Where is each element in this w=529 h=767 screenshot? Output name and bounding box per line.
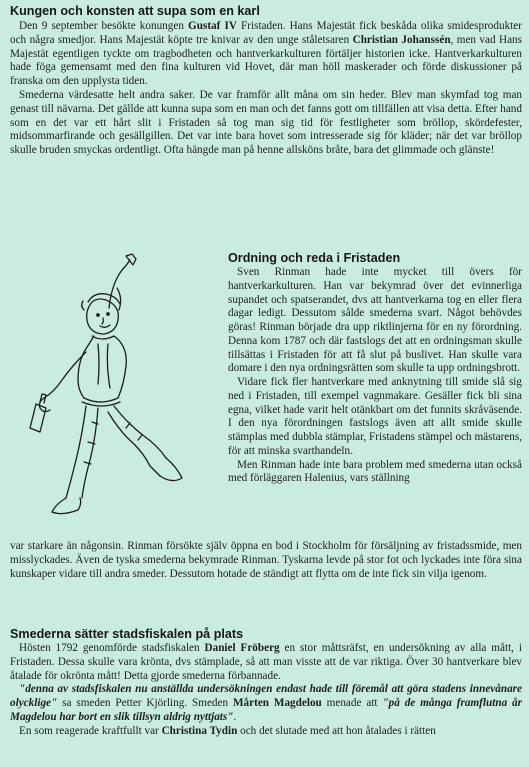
section-heading: Ordning och reda i Fristaden — [228, 251, 401, 265]
name-highlight: Daniel Fröberg — [204, 642, 280, 654]
section-heading: Smederna sätter stadsfiskalen på plats — [10, 627, 244, 641]
emphasized-quote: "på de många framflutna år Magdelou har bort en slik tillsyn aldrig nyttjats" — [10, 697, 523, 723]
text-run: En som reagerade kraftfullt var — [19, 724, 162, 737]
section-kungen — [10, 4, 522, 158]
section-ordning — [228, 251, 522, 486]
text-run: sa smeden Petter Kjörling. Smeden — [57, 697, 233, 710]
section-heading: Kungen och konsten att supa som en karl — [10, 4, 260, 18]
text-run: en stor måttsräfst, en undersökning av alla mått, i Fristaden. Dessa skulle vara krönta, dvs stämplade, så att man visste att de var riktiga. Över 30 hantverkare blev åtalade för okrönta mått! Detta gjorde smederna förbannade. — [10, 642, 522, 682]
paragraph: Vidare fick fler hantverkare med anknytning till smide slå sig ned i Fristaden, till exempel vagnmakare. Gesäller fick bli sina egna, vilket hade varit helt otänkbart om det funnits skråväsende. I den nya förordningen fastslogs även att allt smide skulle stämplas med dubbla stämplar, Fristadens stämpel och mästarens, för att minska svarthandeln. — [228, 376, 522, 457]
paragraph: var starkare än någonsin. Rinman försökte själv öppna en bod i Stockholm för försäljning av fristadssmide, men misslyckades. Även de tyska smederna bekymrade Rinman. Tyskarna levde på stor fot och lyckades inte föra sina kunskaper vidare till andra smeder. Dessutom hotade de ständigt att flytta om de inte fick sin vilja igenom. — [10, 540, 522, 580]
text-run: , men vad Hans Majestät egentligen tyckte om tragbodheten och hantverkarkulturen förtäljer historien icke. Hantverkarkulturen hade föga gemensamt med den fina kulturen vid Hovet, där man höll maskerader och förde diskussioner på franska om den upplysta tiden. — [10, 33, 522, 88]
section-ordning-continued — [10, 540, 522, 581]
emphasized-quote: "denna av stadsfiskalen nu anställda undersökningen endast hade till föremål att göra stadens innevånare olycklige" — [10, 683, 522, 710]
name-highlight: Christian Johanssén — [352, 33, 451, 46]
paragraph — [10, 20, 522, 89]
paragraph: Men Rinman hade inte bara problem med smederna utan också med förläggaren Halenius, vars ställning — [228, 458, 522, 485]
paragraph: Smederna värdesatte helt andra saker. De var framför allt måna om sin heder. Blev man skymfad tog man genast till nävarna. Det gällde att kunna supa som en man och det fanns gott om tillfällen att visa detta. Efter hand som en det var ett hårt slit i Fristaden så tog man sig tid för festligheter som bröllop, skördefester, midsommarfirande och gesällgillen. Det var inte bara hovet som intresserade sig för kläder; när det var bröllop skulle bruden smyckas ordentligt. Ofta hängde man på henne allsköns bråte, bara det glimmade och glänste! — [10, 88, 522, 157]
paragraph — [10, 683, 522, 724]
text-run: och det slutade med att hon åtalades i rätten — [237, 724, 436, 737]
dancing-man-with-bottle-icon — [22, 252, 214, 532]
paragraph: Sven Rinman hade inte mycket till övers för hantverkarkulturen. Han var bekymrad över det evinnerliga supandet och spatserandet, dvs att hantverkarna tog en eller flera dagar ledigt. Dessutom sålde smederna svart. Något behövdes göras! Rinman började dra upp riktlinjerna för en ny förordning. Denna kom 1787 och där fastslogs det att en ordningsman skulle tillsättas i Fristaden för att få slut på buslivet. Han skulle vara domare i den nya ordningsrätten som skulle ta upp ordningsbrott. — [228, 266, 522, 375]
text-run: . — [233, 710, 237, 723]
name-highlight: Mårten Magdelou — [232, 697, 322, 710]
section-smederna — [10, 627, 522, 739]
name-highlight: Gustaf IV — [188, 20, 237, 32]
paragraph — [10, 642, 522, 683]
paragraph — [10, 725, 522, 739]
name-highlight: Christina Tydin — [161, 724, 238, 737]
text-run: Fristaden. Hans Majestät fick beskåda olika smidesprodukter och några smedjor. Hans Majestät köpte tre knivar av den unge ståletsaren — [10, 20, 522, 46]
text-run: Den 9 september besökte konungen — [19, 20, 189, 32]
dancing-man-illustration — [22, 252, 214, 532]
text-run: menade att — [321, 697, 383, 710]
text-run: Hösten 1792 genomförde stadsfiskalen — [19, 642, 205, 654]
